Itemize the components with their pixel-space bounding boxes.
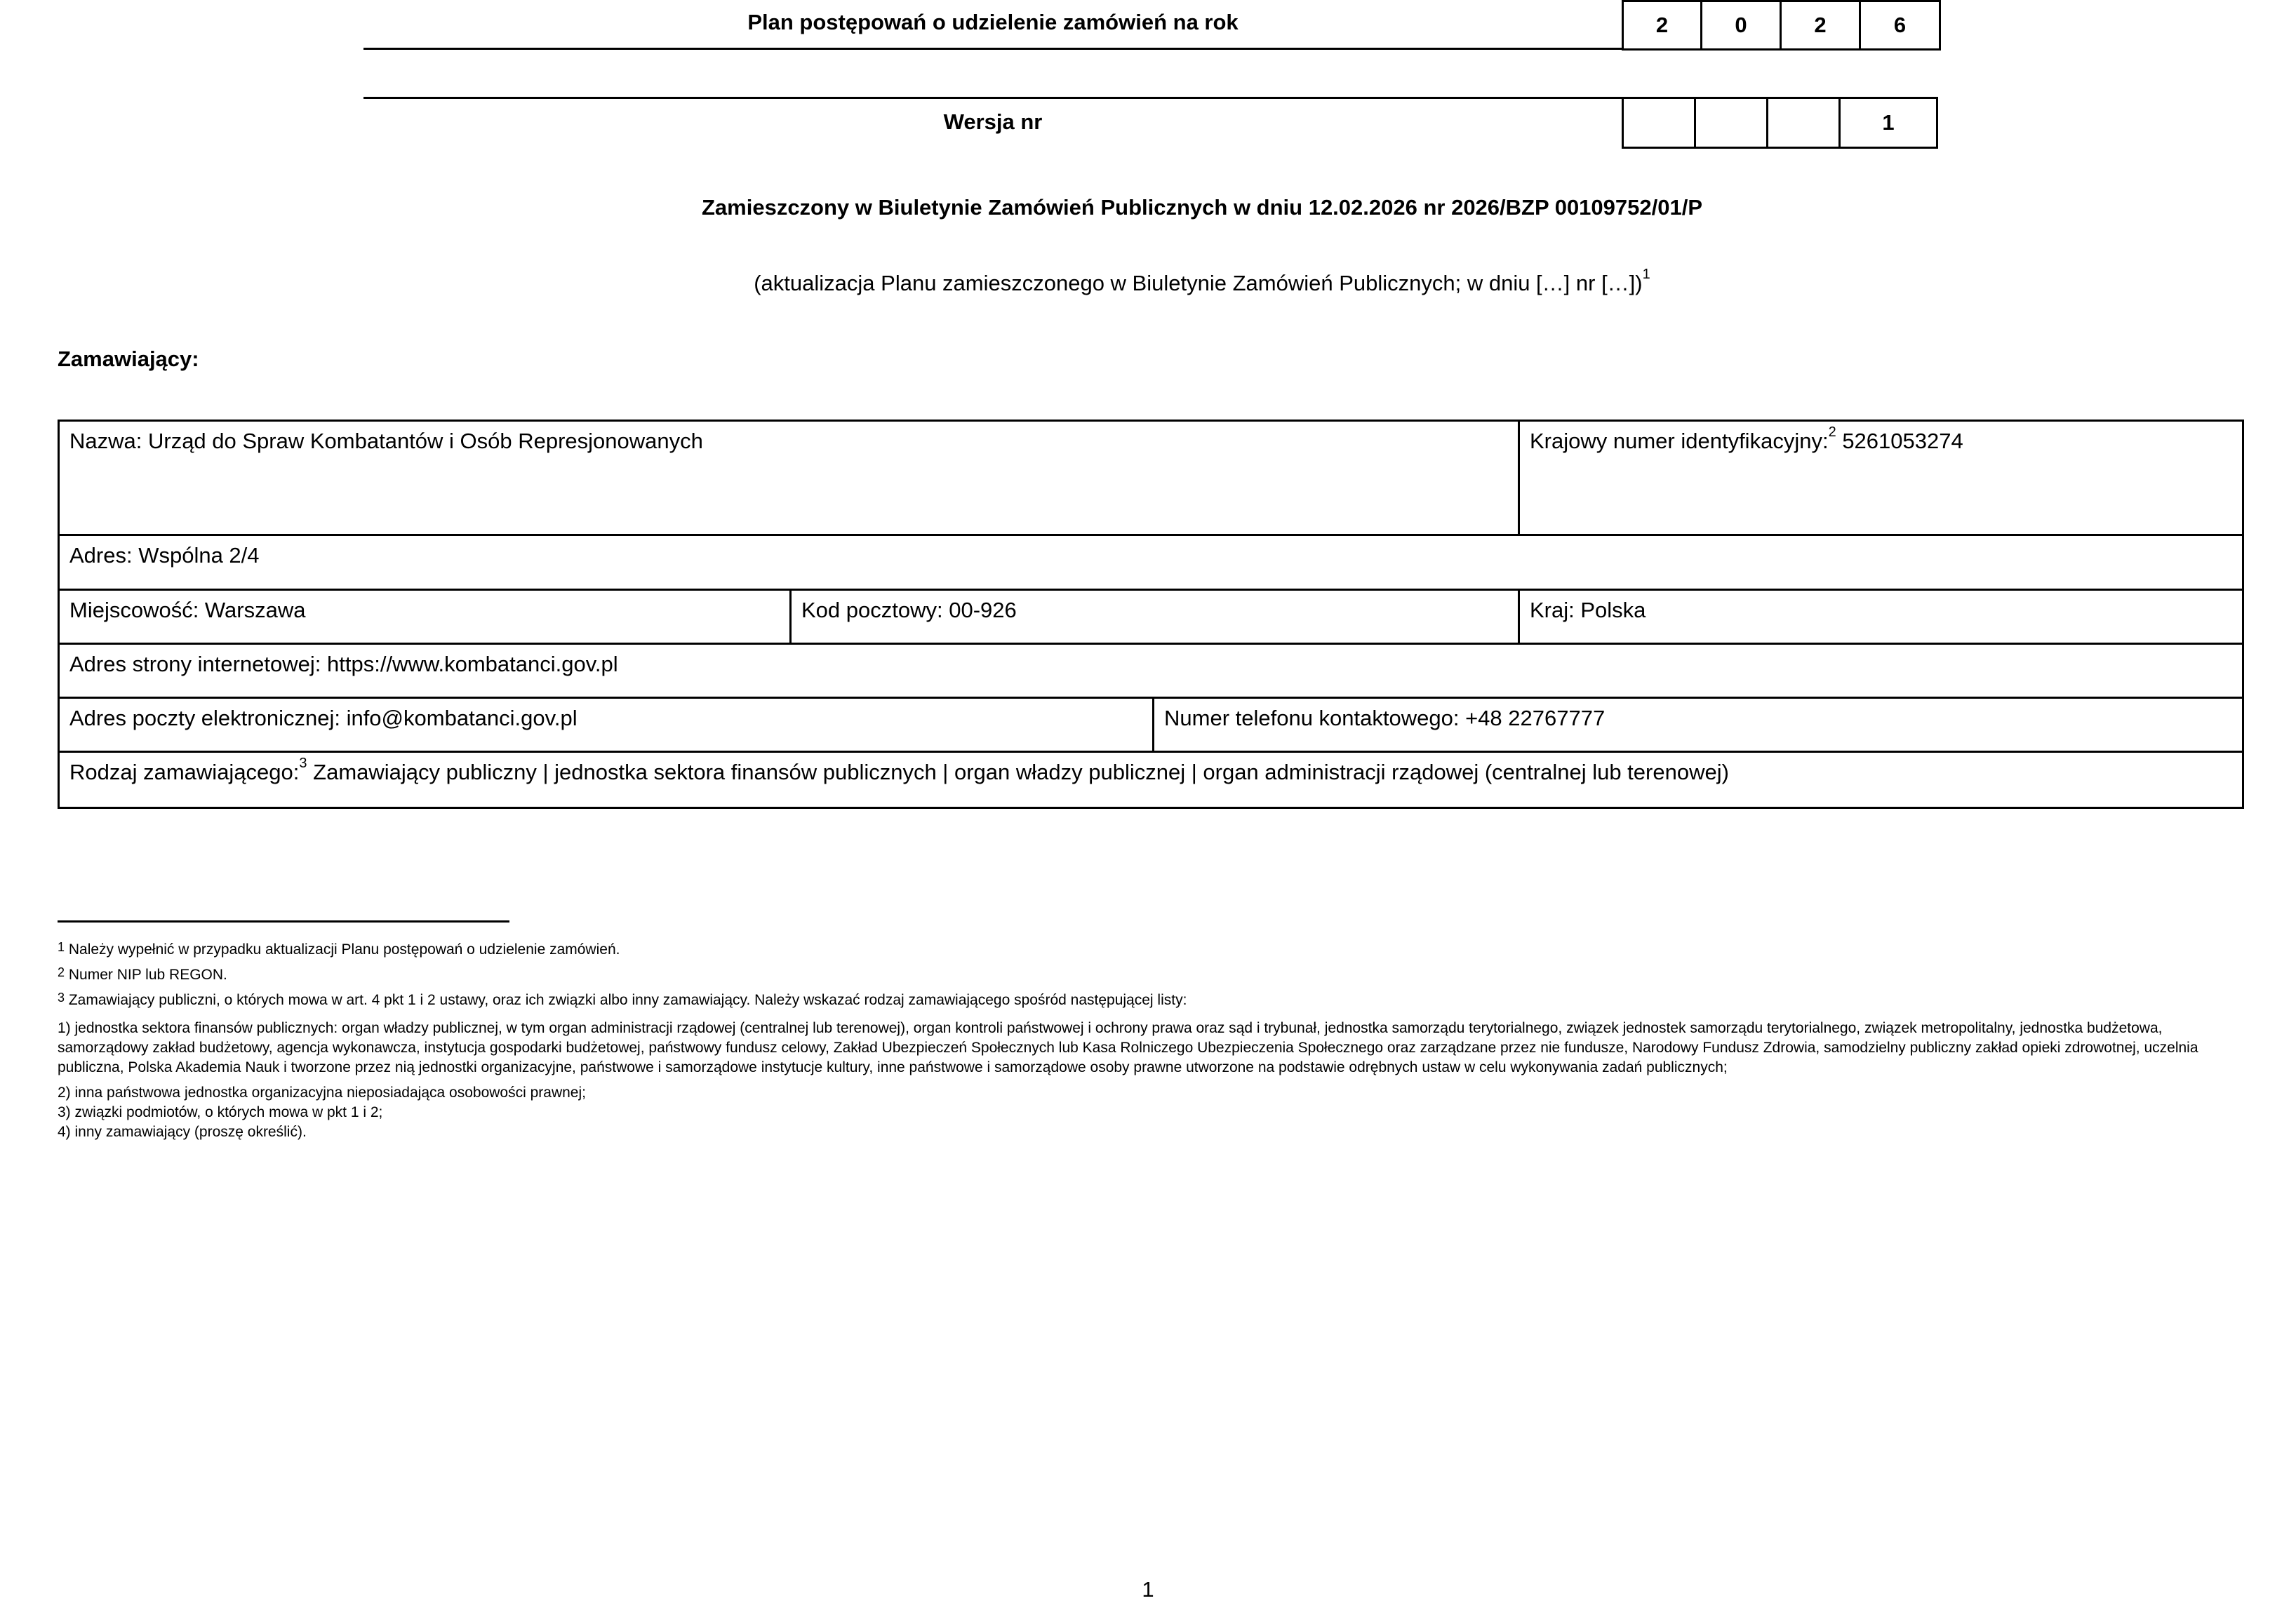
national-id-cell: [1518, 422, 2242, 534]
footnote-list-item-2: 2) inna państwowa jednostka organizacyjna nieposiadająca osobowości prawnej;: [58, 1085, 586, 1101]
published-info: Zamieszczony w Biuletynie Zamówień Publicznych w dniu 12.02.2026 nr 2026/BZP 00109752/01/P: [701, 195, 1703, 220]
footnote-ref: 1: [1642, 267, 1650, 282]
footnote-ref: 3: [299, 756, 307, 771]
footnote-separator: [58, 920, 509, 923]
table-row: [60, 422, 2242, 534]
footnote-ref: 2: [1828, 424, 1836, 440]
type-value: Zamawiający publiczny | jednostka sektora finansów publicznych | organ władzy publicznej | organ administracji rządowej (centralnej lub terenowej): [313, 760, 1729, 784]
postal-code-cell: Kod pocztowy: 00-926: [789, 591, 1518, 643]
year-digit: 6: [1859, 0, 1941, 51]
phone-cell: Numer telefonu kontaktowego: +48 22767777: [1152, 699, 2242, 751]
ordering-party-table: [58, 420, 2244, 809]
type-cell: [60, 753, 2242, 807]
table-row: [60, 643, 2242, 697]
version-overline: [363, 97, 1624, 99]
update-note: [0, 267, 2296, 296]
update-note-text: (aktualizacja Planu zamieszczonego w Biuletynie Zamówień Publicznych; w dniu […] nr […]): [754, 271, 1643, 295]
national-id-value: 5261053274: [1842, 429, 1963, 453]
year-digits: [1622, 0, 1941, 51]
footnote-list-item-1: 1) jednostka sektora finansów publicznych: organ władzy publicznej, w tym organ administracji rządowej (centralnej lub terenowej), organ kontroli państwowej i ochrony prawa oraz sąd i trybunał, jednostka samorządu terytorialnego, związek jednostek samorządu terytorialnego, związek metropolitalny, jednostka budżetowa, samorządowy zakład budżetowy, agencja wykonawcza, instytucja gospodarki budżetowej, państwowy fundusz celowy, Zakład Ubezpieczeń Społecznych lub Kasa Rolniczego Ubezpieczenia Społecznego oraz zarządzane przez nie fundusze, Narodowy Fundusz Zdrowia, samodzielny publiczny zakład opieki zdrowotnej, uczelnia publiczna, Polska Akademia Nauk i tworzone przez nią jednostki organizacyjne, państwowe i samorządowe instytucje kultury, inne państwowe i samorządowe osoby prawne utworzone na podstawie odrębnych ustaw w celu wykonywania zadań publicznych;: [58, 1020, 2198, 1075]
footnote-number: 3: [58, 991, 65, 1005]
footnote-list-item-3: 3) związki podmiotów, o których mowa w pkt 1 i 2;: [58, 1104, 383, 1120]
table-row: [60, 589, 2242, 643]
national-id-label: Krajowy numer identyfikacyjny:: [1530, 429, 1829, 453]
version-digit: [1766, 97, 1841, 149]
table-row: [60, 534, 2242, 589]
year-digit: 0: [1700, 0, 1782, 51]
version-digit: 1: [1838, 97, 1938, 149]
footnote-text: Należy wypełnić w przypadku aktualizacji Planu postępowań o udzielenie zamówień.: [68, 941, 620, 958]
address-cell: Adres: Wspólna 2/4: [69, 543, 260, 568]
table-row: [60, 697, 2242, 751]
footnote-3: [58, 991, 2247, 1010]
plan-title-underline: [363, 48, 1624, 50]
website-cell: Adres strony internetowej: https://www.kombatanci.gov.pl: [69, 652, 618, 676]
city-cell: Miejscowość: Warszawa: [69, 598, 306, 622]
name-cell: Nazwa: Urząd do Spraw Kombatantów i Osób Represjonowanych: [69, 429, 703, 453]
footnote-number: 1: [58, 940, 65, 954]
page-number: 1: [1142, 1577, 1154, 1602]
ordering-party-heading: Zamawiający:: [58, 347, 199, 371]
year-digit: 2: [1622, 0, 1702, 51]
footnote-text: Zamawiający publiczni, o których mowa w art. 4 pkt 1 i 2 ustawy, oraz ich związki albo inny zamawiający. Należy wskazać rodzaj zamawiającego spośród następującej listy:: [68, 992, 1187, 1008]
table-row: [60, 751, 2242, 807]
version-digit: [1694, 97, 1768, 149]
country-cell: Kraj: Polska: [1518, 591, 2242, 643]
plan-title: Plan postępowań o udzielenie zamówień na rok: [747, 10, 1239, 34]
footnote-2: [58, 965, 2247, 985]
year-digit: 2: [1780, 0, 1861, 51]
version-digit: [1622, 97, 1696, 149]
footnote-1: [58, 940, 2247, 960]
footnote-text: Numer NIP lub REGON.: [68, 967, 227, 983]
footnote-number: 2: [58, 965, 65, 979]
version-digits: [1622, 97, 1938, 149]
version-label: Wersja nr: [943, 109, 1043, 134]
email-cell: Adres poczty elektronicznej: info@kombatanci.gov.pl: [69, 706, 578, 730]
footnote-list-item-4: 4) inny zamawiający (proszę określić).: [58, 1124, 307, 1140]
type-label: Rodzaj zamawiającego:: [69, 760, 300, 784]
